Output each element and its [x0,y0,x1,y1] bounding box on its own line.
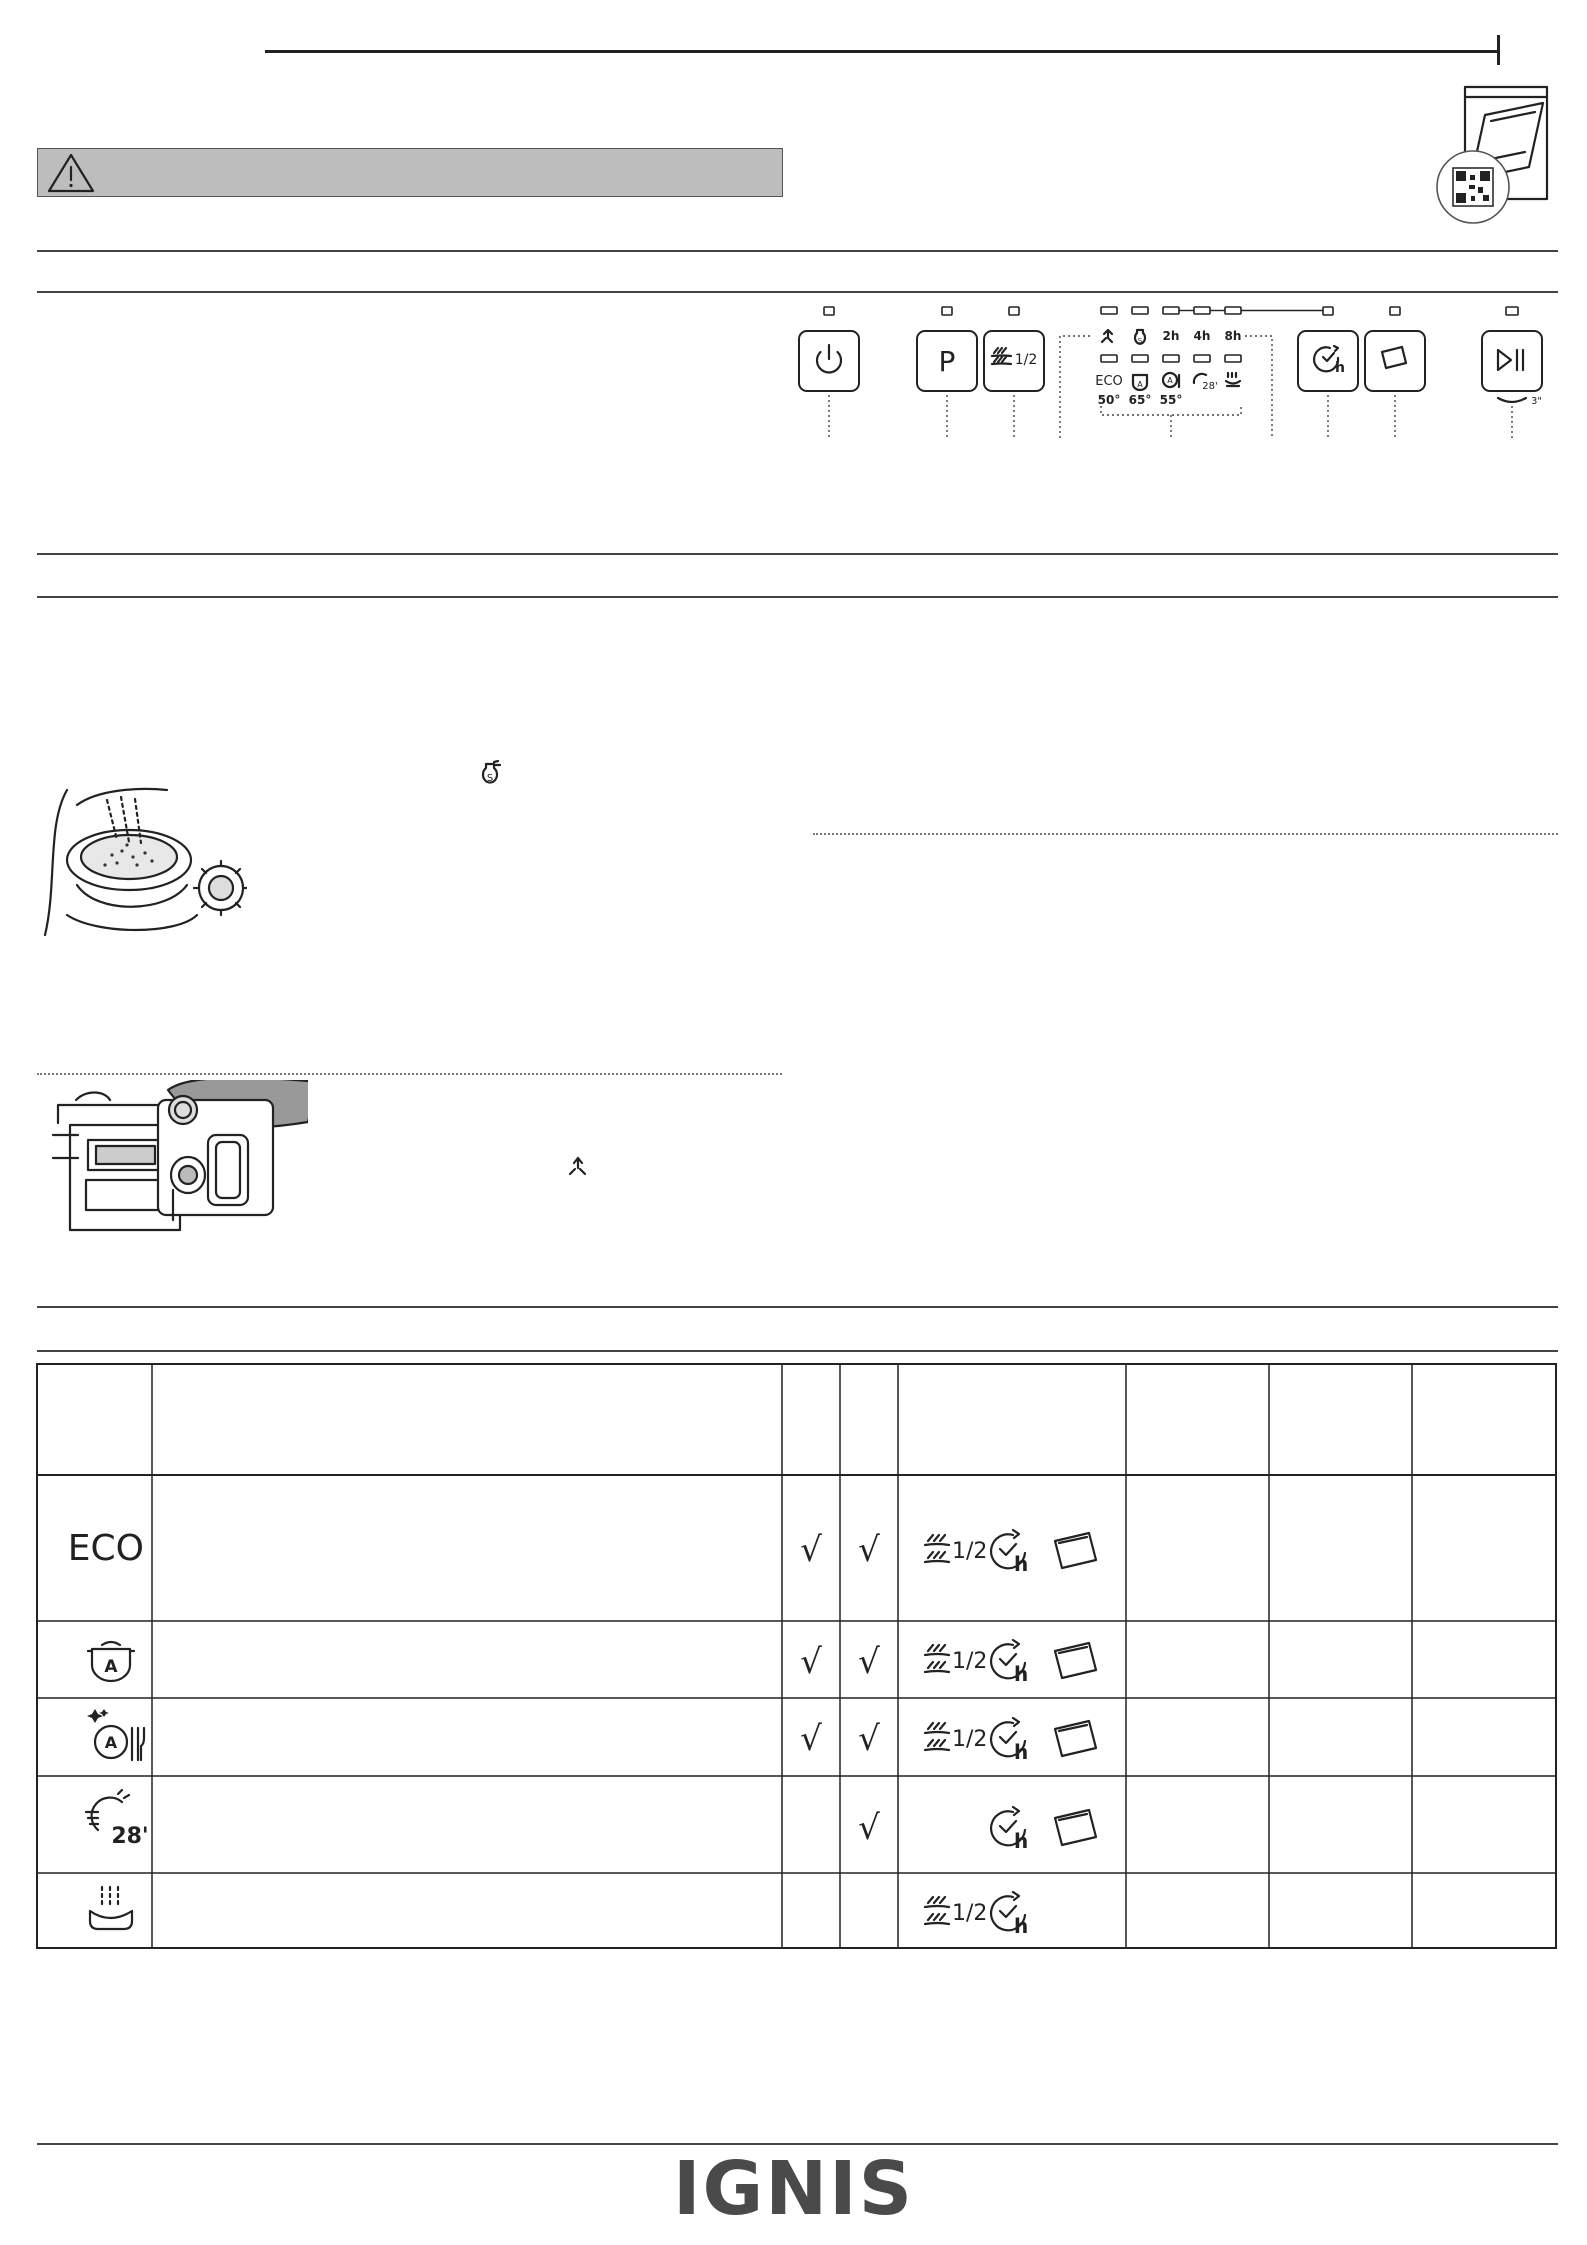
row1-check-2: √ [858,1530,880,1570]
soak-program-icon [1226,373,1240,386]
top-rule [265,50,1498,53]
row2-check-1: √ [800,1642,822,1682]
tablet-icon [1055,1643,1096,1678]
section-rule-2b [37,596,1558,598]
temp-50-label: 50° [1097,393,1121,407]
warning-triangle-icon [46,150,96,194]
power-button[interactable] [799,331,859,391]
dotted-separator-left [37,1073,782,1075]
rinse-aid-indicator-icon [1102,330,1112,342]
salt-loading-illustration [37,785,247,945]
svg-text:28': 28' [111,1824,149,1849]
section-rule-1a [37,250,1558,252]
row3-check-1: √ [800,1719,822,1759]
delay-timer-icon [991,1640,1028,1686]
program-button[interactable] [917,331,977,391]
delay-button[interactable] [1298,331,1358,391]
delay-timer-icon [991,1718,1028,1764]
auto-program-icon [1133,375,1147,390]
salt-icon [479,760,501,786]
temp-65-label: 65° [1128,393,1152,407]
row2-check-2: √ [858,1642,880,1682]
half-load-button[interactable] [984,331,1044,391]
brand-logo: IGNIS [672,2146,915,2232]
row1-check-1: √ [800,1530,822,1570]
svg-text:A: A [104,1657,118,1677]
svg-text:S: S [1137,337,1143,345]
svg-text:h: h [1014,1914,1029,1938]
section-rule-1b [37,291,1558,293]
rinse-aid-icon [566,1155,590,1181]
half-load-icon [925,1897,987,1926]
rapid-28-program-icon [86,1790,149,1849]
half-load-icon [925,1535,987,1564]
half-load-icon [925,1645,987,1674]
svg-text:1/2: 1/2 [952,1901,988,1926]
delay-2h-label: 2h [1162,329,1180,343]
auto-program-icon [88,1642,134,1681]
start-hold-hint [1498,396,1542,407]
svg-text:h: h [1014,1662,1029,1686]
delay-8h-label: 8h [1224,329,1242,343]
auto-hygiene-program-icon [1163,373,1179,387]
soak-program-icon [90,1887,132,1929]
tablet-icon [1055,1810,1096,1845]
rinse-aid-illustration [48,1080,308,1235]
svg-text:h: h [1014,1552,1029,1576]
auto-hygiene-program-icon [87,1709,144,1760]
eco-program: ECO [67,1528,144,1569]
svg-text:1/2: 1/2 [1014,352,1038,368]
svg-text:S: S [486,773,494,784]
rapid-28-program-icon [1194,374,1218,392]
row3-check-2: √ [858,1719,880,1759]
tablet-icon [1055,1533,1096,1568]
section-rule-3a [37,1306,1558,1308]
delay-timer-icon [991,1530,1028,1576]
svg-text:A: A [104,1733,118,1752]
delay-4h-label: 4h [1193,329,1211,343]
svg-text:1/2: 1/2 [952,1539,988,1564]
section-rule-2a [37,553,1558,555]
top-rule-tick [1497,35,1500,65]
control-panel [790,298,1580,438]
svg-text:1/2: 1/2 [952,1727,988,1752]
delay-timer-icon [991,1807,1028,1853]
svg-text:h: h [1335,360,1345,376]
svg-text:h: h [1014,1740,1029,1764]
svg-text:A: A [1167,376,1173,385]
temp-55-label: 55° [1159,393,1183,407]
dotted-separator-right [813,833,1558,835]
section-rule-3b [37,1350,1558,1352]
program-table [36,1363,1559,1953]
program-icon: P [938,345,956,378]
half-load-icon [925,1723,987,1752]
warning-bar [37,148,783,197]
tablet-button[interactable] [1365,331,1425,391]
qr-code-icon [1437,151,1509,223]
svg-text:1/2: 1/2 [952,1649,988,1674]
eco-program-label: ECO [1095,374,1123,389]
svg-text:A: A [1137,380,1143,389]
svg-text:3": 3" [1531,396,1542,407]
qr-dishwasher-illustration [1425,75,1565,225]
start-pause-button[interactable] [1482,331,1542,391]
row4-check-2: √ [858,1808,880,1848]
delay-timer-icon [991,1892,1028,1938]
svg-text:28': 28' [1202,381,1218,392]
tablet-icon [1055,1721,1096,1756]
salt-indicator-icon [1135,330,1145,345]
footer-rule [37,2143,1558,2145]
svg-text:h: h [1014,1829,1029,1853]
